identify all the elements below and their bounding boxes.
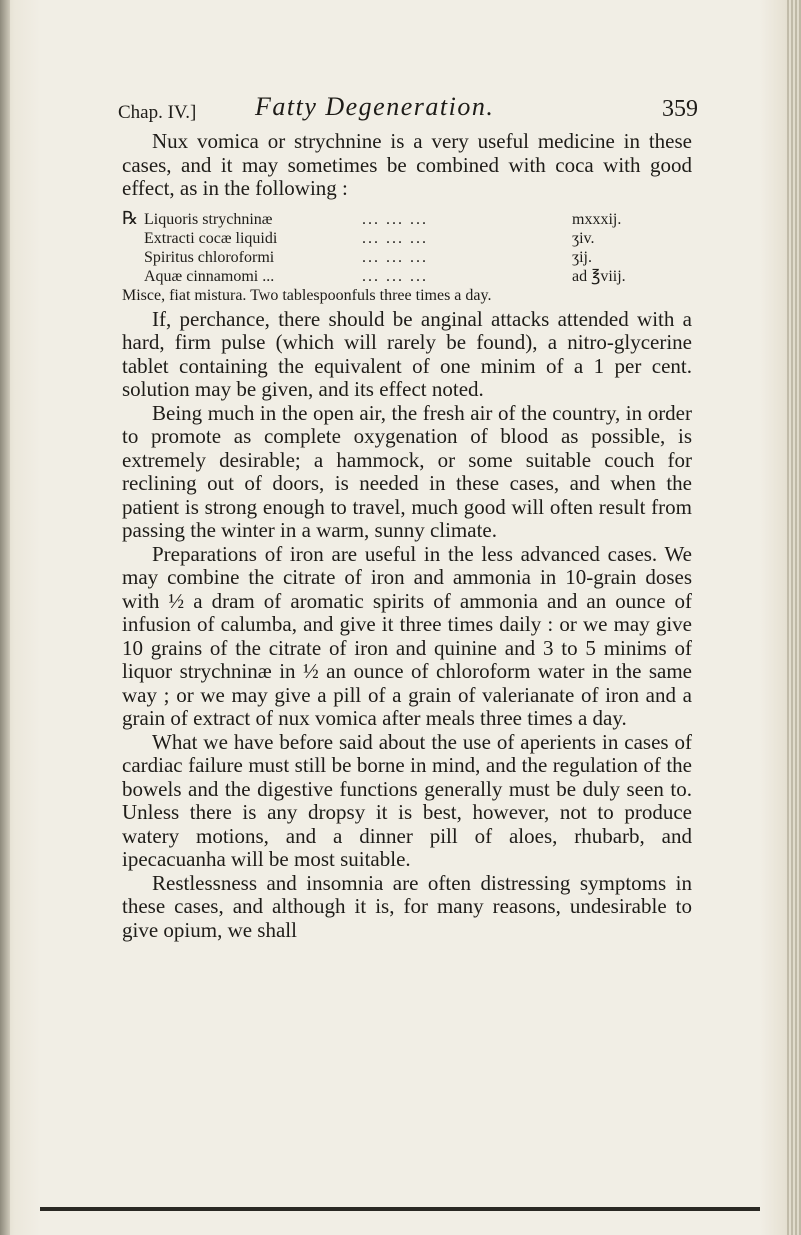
ingredient: Extracti cocæ liquidi [144, 229, 278, 247]
paragraph: If, perchance, there should be anginal attacks attended with a hard, firm pulse (which will rarely be found), a nitro-glycerine tablet containing the equivalent of one minim of a 1 per cent. solution may be given, and its effect noted. [122, 306, 692, 401]
ingredient: Aquæ cinnamomi ... [144, 267, 275, 285]
paragraph: Being much in the open air, the fresh air of the country, in order to promote as complete oxygenation of blood as possible, is extremely desirable; a hammock, or some suitable couch for reclining out of doors, is needed in these cases, and when the patient is strong enough to travel, much good will often result from passing the winter in a warm, sunny climate. [122, 400, 692, 542]
paragraph: Restlessness and insomnia are often distressing symptoms in these cases, and although it is, for many reasons, undesirable to give opium, we shall [122, 870, 692, 942]
ingredient: ℞ Liquoris strychninæ [144, 209, 354, 229]
quantity: ʒiv. [572, 229, 595, 247]
running-header [118, 92, 698, 132]
instructions-text: Misce, fiat mistura. Two tablespoonfuls three times a day. [122, 286, 492, 304]
prescription-instructions [122, 286, 692, 306]
prescription-line [122, 229, 692, 248]
page-number: 359 [662, 96, 698, 122]
quantity: mxxxij. [572, 210, 622, 228]
chapter-label: Chap. IV.] [118, 102, 197, 123]
bottom-rule [40, 1207, 760, 1211]
leader-dots: ... ... ... [362, 248, 428, 266]
leader-dots: ... ... ... [362, 229, 428, 247]
page-gutter [0, 0, 10, 1235]
page-edge [787, 0, 801, 1235]
quantity: ʒij. [572, 248, 592, 266]
paragraph: What we have before said about the use of aperients in cases of cardiac failure must still be borne in mind, and the regulation of the bowels and the digestive functions generally must be duly seen to. Unless there is any dropsy it is best, however, not to produce watery motions, and a dinner pill of aloes, rhubarb, and ipecacuanha will be most suitable. [122, 729, 692, 871]
ingredient: Spiritus chloroformi [144, 248, 275, 266]
leader-dots: ... ... ... [362, 267, 428, 285]
paragraph: Preparations of iron are useful in the less advanced cases. We may combine the citrate of iron and ammonia in 10-grain doses with ½ a dram of aromatic spirits of ammonia and an ounce of infusion of calumba, and give it three times daily : or we may give 10 grains of the citrate of iron and quinine and 3 to 5 minims of liquor strychninæ in ½ an ounce of chloroform water in the same way ; or we may give a pill of a grain of valerianate of iron and a grain of extract of nux vomica after meals three times a day. [122, 541, 692, 730]
running-title: Fatty Degeneration. [255, 92, 495, 121]
leader-dots: ... ... ... [362, 210, 428, 228]
paragraph: Nux vomica or strychnine is a very useful medicine in these cases, and it may sometimes be combined with coca with good effect, as in the following : [122, 129, 692, 200]
prescription-block [122, 209, 692, 306]
page-body [122, 130, 692, 942]
prescription-line [122, 248, 692, 267]
prescription-line [122, 267, 692, 286]
quantity: ad ℥viij. [572, 267, 626, 285]
prescription-line [122, 209, 692, 229]
